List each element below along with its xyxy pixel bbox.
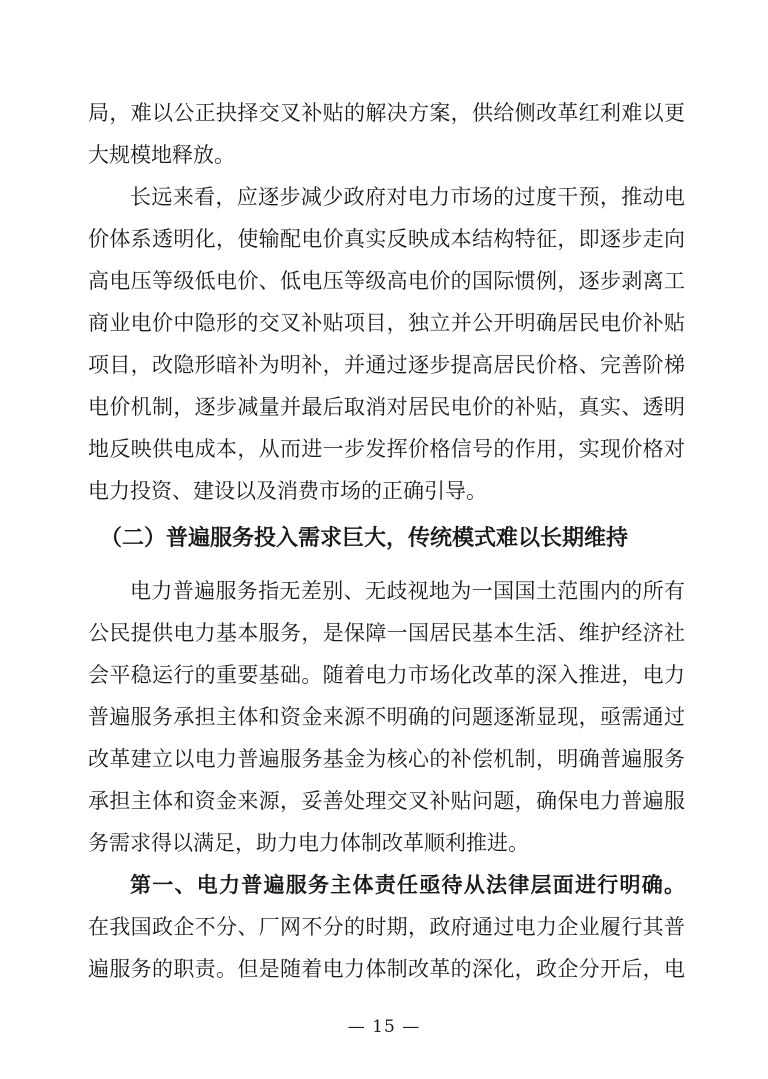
text-line: 普遍服务承担主体和资金来源不明确的问题逐渐显现，亟需通过 — [88, 705, 685, 729]
paragraph-first-point-legal — [88, 864, 685, 990]
text-line: 地反映供电成本，从而进一步发挥价格信号的作用，实现价格对 — [88, 437, 685, 461]
text-line: 务需求得以满足，助力电力体制改革顺利推进。 — [88, 831, 529, 855]
bold-lead-line: 第一、电力普遍服务主体责任亟待从法律层面进行明确。 — [130, 872, 685, 897]
text-line: 公民提供电力基本服务，是保障一国居民基本生活、维护经济社 — [88, 621, 685, 645]
text-line: 会平稳运行的重要基础。随着电力市场化改革的深入推进，电力 — [88, 663, 685, 687]
text-line: 大规模地释放。 — [88, 143, 235, 167]
text-line: 改革建立以电力普遍服务基金为核心的补偿机制，明确普遍服务 — [88, 747, 685, 771]
text-line: 商业电价中隐形的交叉补贴项目，独立并公开明确居民电价补贴 — [88, 311, 685, 335]
text-line: 价体系透明化，使输配电价真实反映成本结构特征，即逐步走向 — [88, 227, 685, 251]
paragraph-cross-subsidy-end — [88, 92, 685, 176]
paragraph-universal-service — [88, 570, 685, 864]
text-line: 电力普遍服务指无差别、无歧视地为一国国土范围内的所有 — [130, 579, 685, 603]
section-heading-universal-service: （二）普遍服务投入需求巨大，传统模式难以长期维持 — [100, 526, 629, 551]
paragraph-long-run-reform — [88, 176, 685, 512]
text-line: 承担主体和资金来源，妥善处理交叉补贴问题，确保电力普遍服 — [88, 789, 685, 813]
page-number: — 15 — — [347, 1017, 421, 1037]
text-line: 项目，改隐形暗补为明补，并通过逐步提高居民价格、完善阶梯 — [88, 353, 685, 377]
text-line: 高电压等级低电价、低电压等级高电价的国际惯例，逐步剥离工 — [88, 269, 685, 293]
text-line: 遍服务的职责。但是随着电力体制改革的深化，政企分开后，电 — [88, 957, 685, 981]
page-footer — [0, 1016, 768, 1038]
text-line: 电力投资、建设以及消费市场的正确引导。 — [88, 479, 487, 503]
text-line: 在我国政企不分、厂网不分的时期，政府通过电力企业履行其普 — [88, 915, 685, 939]
text-line: 电价机制，逐步减量并最后取消对居民电价的补贴，真实、透明 — [88, 395, 685, 419]
text-line: 长远来看，应逐步减少政府对电力市场的过度干预，推动电 — [130, 185, 685, 209]
text-line: 局，难以公正抉择交叉补贴的解决方案，供给侧改革红利难以更 — [88, 101, 685, 125]
